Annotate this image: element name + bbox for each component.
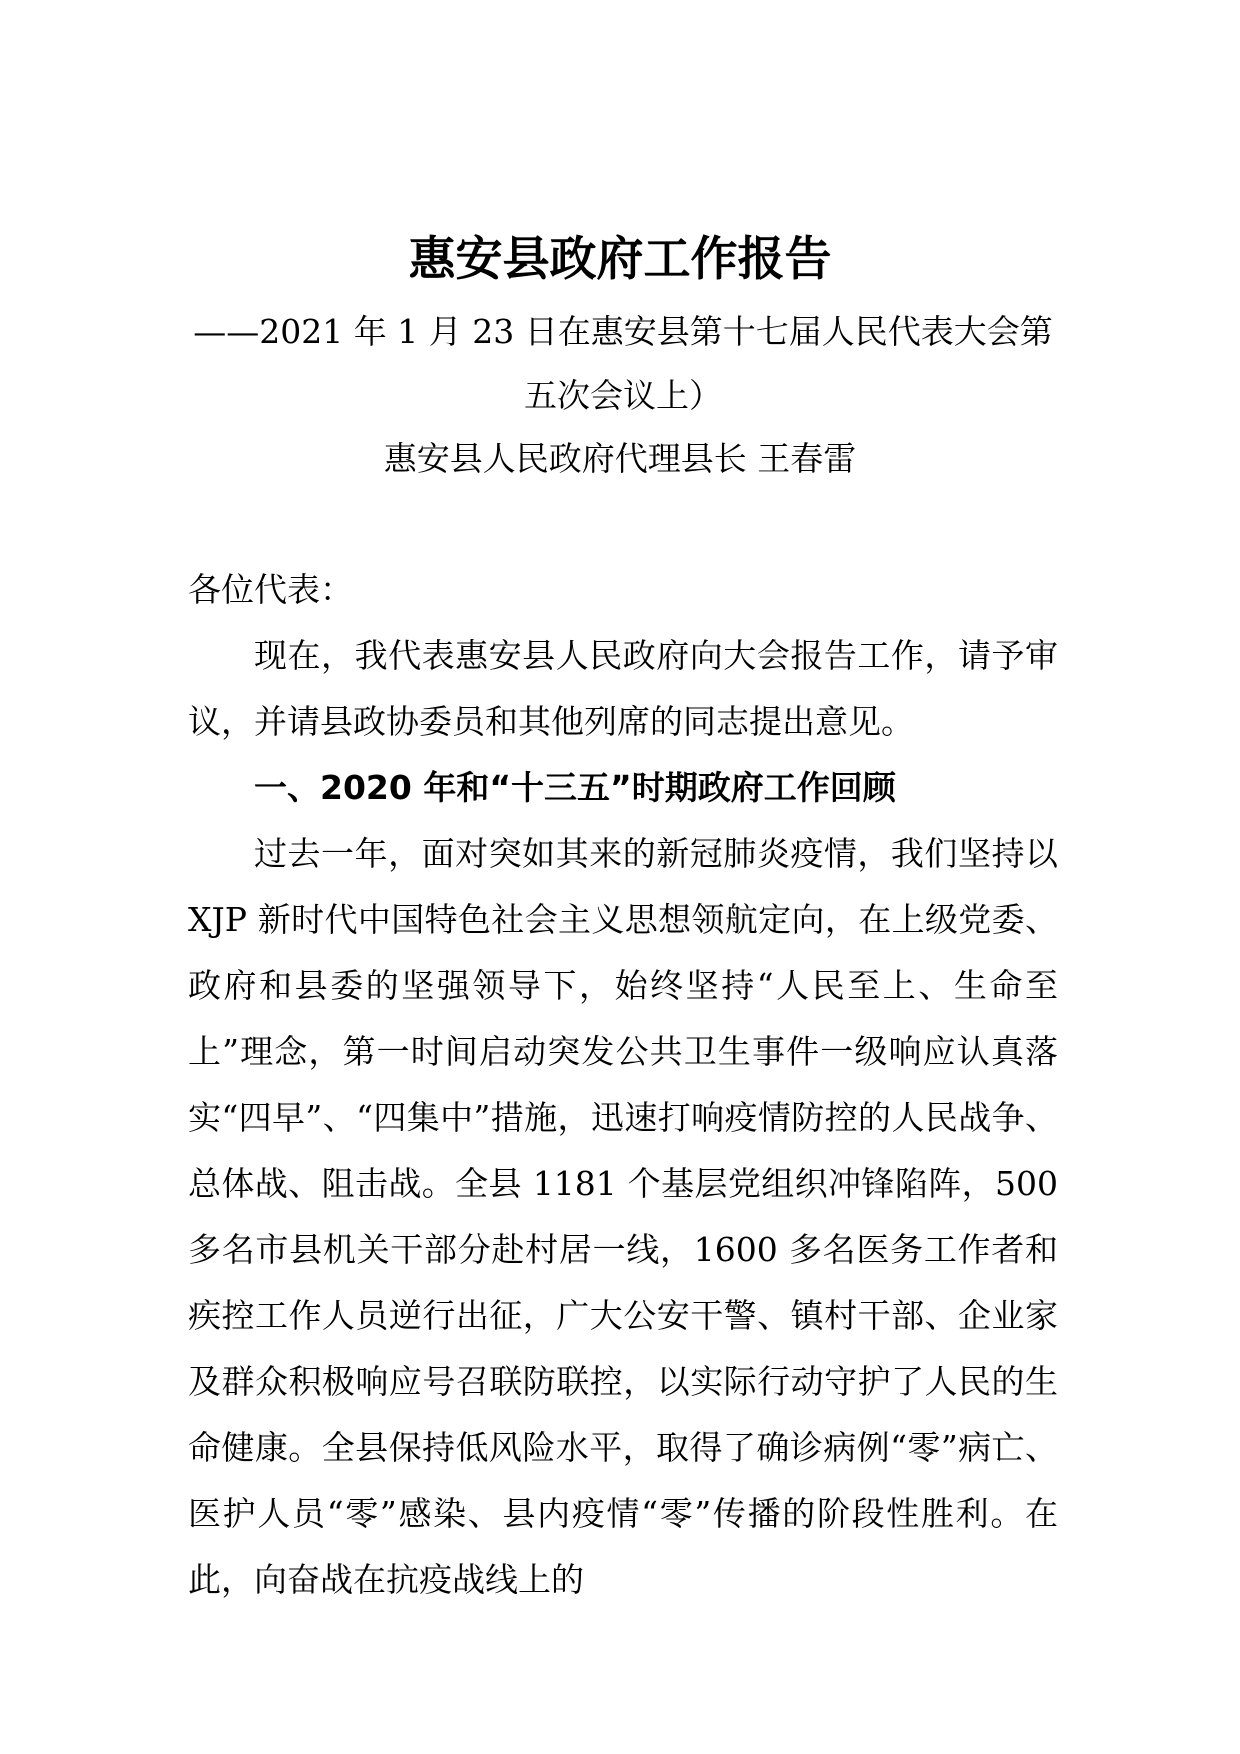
review-paragraph: 过去一年，面对突如其来的新冠肺炎疫情，我们坚持以 XJP 新时代中国特色社会主义思想领航定向，在上级党委、政府和县委的坚强领导下，始终坚持“人民至上、生命至上”理念，第一时间启动突发公共卫生事件一级响应认真落实“四早”、“四集中”措施，迅速打响疫情防控的人民战争、总体战、阻击战。全县 1181 个基层党组织冲锋陷阵，500 多名市县机关干部分赴村居一线，1600 多名医务工作者和疾控工作人员逆行出征，广大公安干警、镇村干部、企业家及群众积极响应号召联防联控，以实际行动守护了人民的生命健康。全县保持低风险水平，取得了确诊病例“零”病亡、医护人员“零”感染、县内疫情“零”传播的阶段性胜利。在此，向奋战在抗疫战线上的	[188, 834, 1058, 1599]
document-title: 惠安县政府工作报告	[408, 232, 832, 287]
intro-paragraph: 现在，我代表惠安县人民政府向大会报告工作，请予审议，并请县政协委员和其他列席的同志提出意见。	[188, 636, 1058, 741]
document-body	[188, 557, 1058, 1613]
document-subtitle: ——2021 年 1 月 23 日在惠安县第十七届人民代表大会第五次会议上）	[193, 312, 1053, 415]
speaker-line: 惠安县人民政府代理县长 王春雷	[383, 439, 857, 478]
salutation: 各位代表：	[188, 570, 353, 609]
section-heading: 一、2020 年和“十三五”时期政府工作回顾	[254, 768, 896, 807]
